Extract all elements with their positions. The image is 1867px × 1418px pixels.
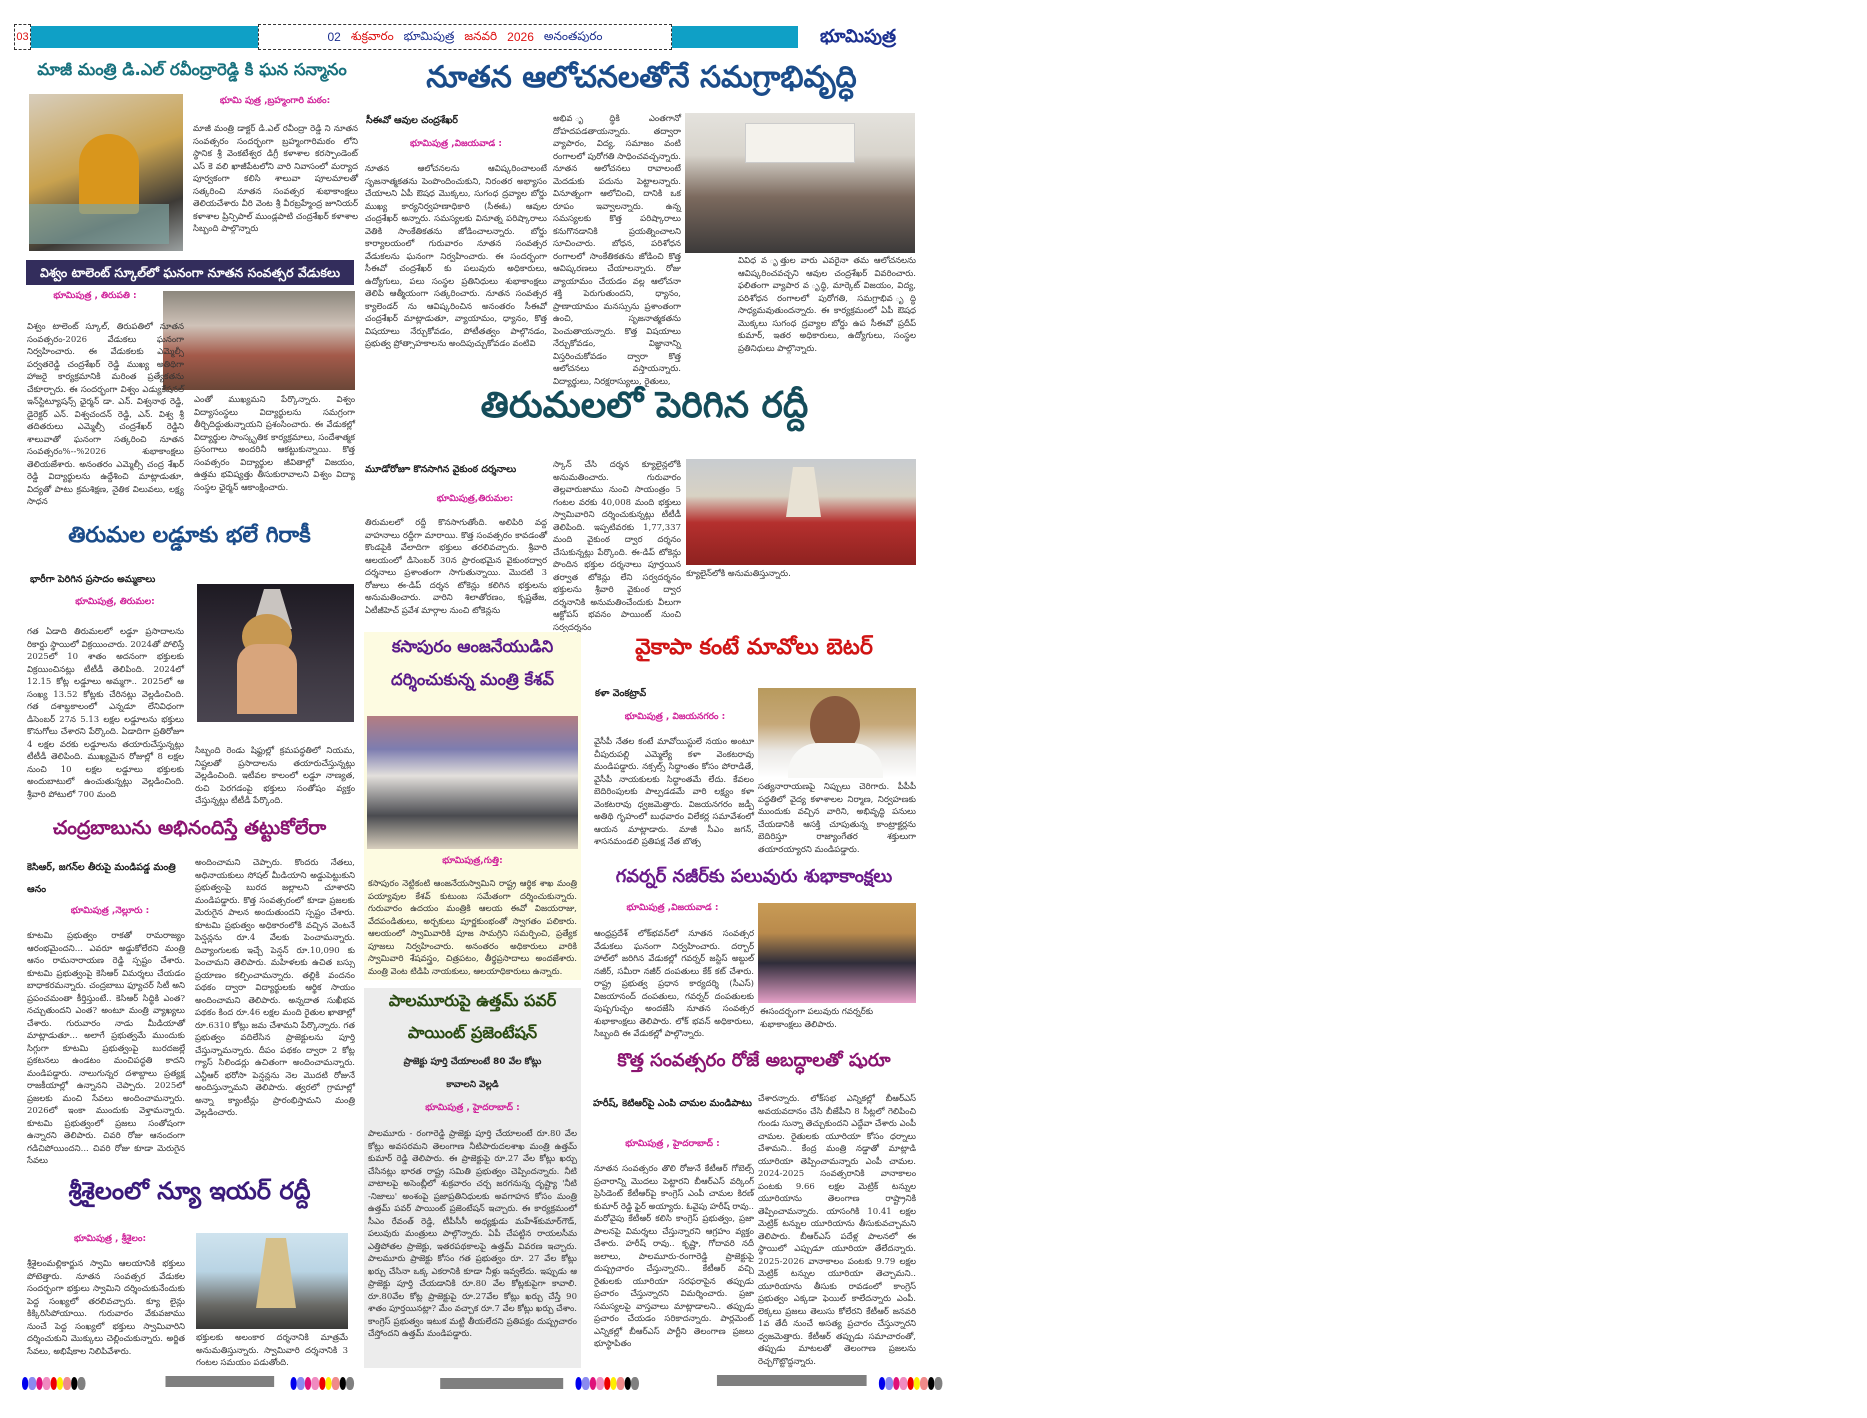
footer-dot (631, 1377, 638, 1390)
footer-dot (64, 1377, 71, 1390)
srisailam-photo (196, 1233, 348, 1329)
footer-dot (325, 1377, 332, 1390)
vishwam-byline: భూమిపుత్ర , తిరుపతి : (53, 291, 137, 301)
ravindra-headline: మాజీ మంత్రి డి.ఎల్ రవీంద్రారెడ్డి కి ఘన సన్మానం (37, 60, 347, 79)
tirumala-rush-headline: తిరుమలలో పెరిగిన రద్దీ (480, 385, 809, 426)
footer-dot (907, 1377, 914, 1390)
chandrababu-body-left: కూటమి ప్రభుత్వం రాకతో రామరాజ్యం ఆరంభమైందని... ఎవరూ అడ్డుకోలేరని మంత్రి ఆనం రామనారాయణ రెడ్డి స్పష్టం చేశారు. కూటమి ప్రభుత్వంపై కెసిఆర్ విమర్శలు చేయడం బాధాకరమన్నారు. చంద్రబాబు ఫ్యూచర్ సిటీ అని ప్రపంచమంతా కీర్తిస్తుంటే.. కెసిఆర్ సిద్ధికి ఎంత? నచ్చుతుందని ఎంత? అంటూ మంత్రి వ్యాఖ్యలు చేశారు. గురువారం నాడు మీడియాతో మాట్లాడుతూ... అలాగే ప్రభుత్వమే ముందుకు సిగ్గుగా కూటమి ప్రభుత్వంపై బురదజల్లే ప్రకటనలు ఉండటం మంచిపద్ధతి కాదని మండిపడ్డారు. నాలుగున్నర దశాబ్దాలు ప్రత్యక్ష రాజకీయాల్లో ఉన్నానని చెప్పారు. 2025లో ప్రజలకు మంచి సేవలు అందించామన్నారు. 2026లో ఇంకా ముందుకు వెళ్తామన్నారు. కూటమి ప్రభుత్వంలో ప్రజలు సంతోషంగా ఉన్నారని తెలిపారు. చివరి రోజు ఆనందంగా గడిచిపోయిందని... చివరి రోజు కూడా మెరుగైన సేవలు (27, 931, 185, 1166)
samagra-body-mid: అభివ ృద్ధికి ఎంతగానో దోహదపడతాయన్నారు. తద్వారా వ్యాపారం, విద్య, సమాజం వంటి రంగాలలో పురోగతి సాధించవచ్చన్నారు. నూతన ఆలోచనలు రావాలంటే మెదడుకు పదును పెట్టాలన్నారు. వినూత్నంగా ఆలోచించి, దానికి ఒక రూపం ఇవ్వాలన్నారు. ఉన్న సమస్యలకు కొత్త పరిష్కారాలు కనుగొనడానికి ప్రయత్నించాలని సూచించారు. బోధన, పరిశోధన రంగాలలో సాంకేతికతను జోడించి కొత్త ఆవిష్కరణలు చేయాలన్నారు. రోజు వ్యాయామం చేయడం వల్ల ఆలోచనా శక్తి పెరుగుతుందని, ధ్యానం, ప్రాణాయామం మనస్సును ప్రశాంతంగా ఉంచి, సృజనాత్మకతను పెంచుతాయన్నారు. కొత్త విషయాలు నేర్చుకోవడం, విజ్ఞానాన్ని విస్తరించుకోవడం ద్వారా కొత్త ఆలోచనలు వస్తాయన్నారు. విద్యార్థులు, నిరక్షరాస్యులు, రైతులు, (553, 114, 682, 387)
vishwam-body-right: ఎంతో ముఖ్యమని పేర్కొన్నారు. విశ్వం విద్యాసంస్థలు విద్యార్థులను సమగ్రంగా తీర్చిదిద్దుతున్నాయని ప్రశంసించారు. ఈ వేడుకల్లో విద్యార్థుల సాంస్కృతిక కార్యక్రమాలు, సందేశాత్మక ప్రసంగాలు అందరినీ ఆకట్టుకున్నాయి. కొత్త సంవత్సరం విద్యార్థుల జీవితాల్లో విజయం, ఉత్తమ భవిష్యత్తు తీసుకురావాలని విశ్వం విద్యా సంస్థల ఛైర్మన్ ఆకాంక్షించారు. (194, 395, 355, 493)
tirumala-rush-photo (686, 459, 916, 565)
kotha-body-left: నూతన సంవత్సరం తొలి రోజునే కేటీఆర్ గోబెల్స్ ప్రచారాన్ని మొదలు పెట్టారని బీఆర్ఎస్ వర్కింగ్ ప్రెసిడెంట్ కేటీఆర్‌పై కాంగ్రెస్ ఎంపీ చామల కిరణ్ కుమార్ రెడ్డి ఫైర్ అయ్యారు. ఓవైపు హరీష్ రావు.. మరోవైపు కేటీఆర్ కలిసి కాంగ్రెస్ ప్రభుత్వం, ప్రజా పాలనపై విమర్శలు చేస్తున్నారని ఆగ్రహం వ్యక్తం చేశారు. హరీష్ రావు.. కృష్ణా, గోదావరి నదీ జలాలు, పాలమూరు-రంగారెడ్డి ప్రాజెక్టుపై దుష్ప్రచారం చేస్తున్నారని.. కేటీఆర్ వచ్చి రైతులకు యూరియా సరఫరాపైన తప్పుడు ప్రచారం చేస్తున్నారని విమర్శించారు. ప్రజా సమస్యలపై వాస్తవాలు మాట్లాడాలని.. తప్పుడు ప్రచారం చేయడం సరికాదన్నారు. పార్లమెంట్ ఎన్నికల్లో బీఆర్ఎస్ పార్టీని తెలంగాణ ప్రజలు భూస్థాపితం (594, 1164, 755, 1349)
kotha-byline: భూమిపుత్ర , హైదరాబాద్ : (625, 1139, 720, 1149)
dot-group-4 (879, 1377, 942, 1390)
palamuru-body: పాలమూరు - రంగారెడ్డి ప్రాజెక్టు పూర్తి చేయాలంటే రూ.80 వేల కోట్లు అవసరమని తెలంగాణ నీటిపారుదలశాఖ మంత్రి ఉత్తమ్ కుమార్ రెడ్డి తెలిపారు. ఈ ప్రాజెక్టుపై రూ.27 వేల కోట్లు ఖర్చు చేసినట్లు భారత రాష్ట్ర సమితి ప్రభుత్వం చెప్పిందన్నారు. నీటి వాటాలపై అసెంబ్లీలో శుక్రవారం చర్చ జరగనున్న దృష్ట్యా 'నీటి -నిజాలు' అంశంపై ప్రజాప్రతినిధులకు అవగాహన కోసం మంత్రి ఉత్తమ్ పవర్ పాయింట్ ప్రజెంటేషన్ ఇచ్చారు. ఈ కార్యక్రమంలో సీఎం రేవంత్ రెడ్డి, టీపీసీసీ అధ్యక్షుడు మహేశ్‌కుమార్‌గౌడ్, పలువురు మంత్రులు పాల్గొన్నారు. ఏపీ చేపట్టిన రాయలసీమ ఎత్తిపోతల ప్రాజెక్టు, ఇతరపథకాలపై ఉత్తమ్ వివరణ ఇచ్చారు. పాలమూరు ప్రాజెక్టు కోసం గత ప్రభుత్వం రూ. 27 వేల కోట్లు ఖర్చు చేసినా ఒక్క ఎకరానికి కూడా నీళ్లు ఇవ్వలేదు. ఇప్పుడు ఆ ప్రాజెక్టు పూర్తి చేయడానికి రూ.80 వేల కోట్లకుపైగా కావాలి. రూ.80వేల కోట్ల ప్రాజెక్టుపై రూ.27వేల కోట్లు ఖర్చు చేస్తే 90 శాతం పూర్తయినట్లా? మేం వచ్చాక రూ.7 వేల కోట్లు ఖర్చు చేశాం. కాంగ్రెస్ ప్రభుత్వం ఇటుక మట్టి తీయలేదని ప్రతిపక్షం దుష్ప్రచారం చేస్తోందని ఉత్తమ్ మండిపడ్డారు. (368, 1129, 577, 1339)
dateline (258, 24, 672, 50)
weekday: శుక్రవారం (350, 28, 394, 43)
palamuru-byline: భూమిపుత్ర , హైదరాబాద్ : (425, 1103, 520, 1113)
srisailam-headline: శ్రీశైలంలో న్యూ ఇయర్ రద్దీ (68, 1177, 311, 1205)
kasapuram-headline-2: దర్శించుకున్న మంత్రి కేశవ్ (391, 670, 554, 689)
srisailam-body-right: భక్తులకు అలంకార దర్శనానికి మాత్రమే అనుమతిస్తున్నారు. స్వామివారి దర్శనానికి 3 గంటల సమయం పడుతోంది. (196, 1333, 348, 1368)
footer-dot (298, 1377, 305, 1390)
footer-dot (311, 1377, 318, 1390)
chandrababu-headline: చంద్రబాబును అభినందిస్తే తట్టుకోలేరా (52, 817, 327, 839)
footer-dot (318, 1377, 325, 1390)
newspaper-logo (798, 26, 918, 50)
srisailam-byline: భూమిపుత్ర , శ్రీశైలం: (73, 1234, 147, 1244)
palamuru-headline-2: పాయింట్ ప్రజెంటేషన్ (407, 1023, 538, 1042)
footer-dot (596, 1377, 603, 1390)
vishwam-photo (163, 291, 355, 390)
footer-dot (582, 1377, 589, 1390)
footer-decoration (22, 1376, 1867, 1392)
footer-dot (22, 1377, 29, 1390)
laddu-subhead: భారీగా పెరిగిన ప్రసాదం అమ్మకాలు (30, 574, 156, 585)
kotha-subhead: హరీష్, కెటిఆర్‌పై ఎంపి చామల మండిపాటు (593, 1098, 752, 1109)
samagra-photo (685, 113, 915, 253)
footer-dot (893, 1377, 900, 1390)
logo-text: భూమిపుత్ర (820, 26, 896, 47)
footer-dot (935, 1377, 942, 1390)
governor-caption: ఈసందర్భంగా పలువురు గవర్నర్‌కు శుభాకాంక్షలు తెలిపారు. (760, 1007, 874, 1030)
footer-bar-2 (440, 1378, 563, 1389)
vaikapa-byline: భూమిపుత్ర , విజయనగరం : (624, 712, 726, 722)
laddu-headline: తిరుమల లడ్డూకు భలే గిరాకీ (68, 523, 311, 548)
footer-dot (900, 1377, 907, 1390)
footer-dot (332, 1377, 339, 1390)
tirumala-rush-subhead: మూడోరోజూ కొనసాగిన వైకుంఠ దర్శనాలు (365, 464, 517, 475)
samagra-headline: నూతన ఆలోచనలతోనే సమగ్రాభివృద్ధి (426, 60, 857, 95)
ravindra-photo (29, 94, 183, 251)
kasapuram-photo (367, 716, 578, 849)
chandrababu-subhead: కెసిఆర్, జగన్‌ల తీరుపై మండిపడ్డ మంత్రి ఆనం (27, 862, 176, 895)
kotha-body-right: చేశారన్నారు. లోక్‌సభ ఎన్నికల్లో బీఆర్ఎస్ అవయవదానం చేసి బీజేపీని 8 సీట్లలో గెలిపించి గుండు సున్నా తెచ్చుకుందని ఎద్దేవా చేశారు ఎంపీ చామల. రైతులకు యూరియా కోసం ధర్నాలు చేశామని.. కేంద్ర మంత్రి నడ్డాతో మాట్లాడి యూరియా తెప్పించామన్నారు ఎంపీ చామల. 2024-2025 సంవత్సరానికి వానాకాలం పంటకు 9.66 లక్షల మెట్రిక్ టన్నుల యూరియాను తెలంగాణ రాష్ట్రానికి తెప్పించామన్నారు. యాసంగికి 10.41 లక్షల మెట్రిక్ టన్నుల యూరియాను తీసుకువచ్చామని తెలిపారు. బీఆర్ఎస్ పదేళ్ల పాలనలో ఈ స్థాయిలో ఎప్పుడూ యూరియా తేలేదన్నారు. 2025-2026 వానాకాలం పంటకు 9.79 లక్షల మెట్రిక్ టన్నుల యూరియా తెచ్చామని.. యూరియాను తీసుకు రావడంలో కాంగ్రెస్ ప్రభుత్వం ఎక్కడా ఫెయిల్ కాలేదన్నారు ఎంపీ. లెక్కలు ప్రజలు తెలుసు కోలేరని కేటీఆర్ జనవరి 1వ తేదీ నుంచే అసత్య ప్రచారం చేస్తున్నారని ధ్వజమెత్తారు. కేటీఆర్ తప్పుడు సమాచారంతో, తప్పుడు మాటలతో తెలంగాణ ప్రజలను రెచ్చగొట్టొద్దన్నారు. (758, 1094, 916, 1367)
footer-dot (291, 1377, 298, 1390)
footer-dot (921, 1377, 928, 1390)
year: 2026 (507, 30, 534, 44)
footer-bar-1 (166, 1376, 275, 1387)
laddu-body-right: సిబ్బంది రెండు షిఫ్టుల్లో క్రమపద్ధతిలో నియమ, నిష్టలతో ప్రసాదాలను తయారుచేస్తున్నట్లు వెల్లడించింది. ఇటీవల కాలంలో లడ్డూ నాణ్యత, రుచి పెరగడంపై భక్తులు సంతోషం వ్యక్తం చేస్తున్నట్లు టీటీడీ పేర్కొంది. (195, 746, 355, 806)
tirumala-rush-byline: భూమిపుత్ర,తిరుమల: (436, 494, 514, 504)
samagra-body-left: నూతన ఆలోచనలను ఆవిష్కరించాలంటే సృజనాత్మకతను పెంపొందించుకుని, నిరంతర అభ్యాసం చేయాలని ఏపీ ఔషధ మొక్కలు, సుగంధ ద్రవ్యాల బోర్డు ముఖ్య కార్యనిర్వహణాధికారి (సీఈఓ) ఆవుల చంద్రశేఖర్ అన్నారు. సమస్యలకు వినూత్న పరిష్కారాలు వెతికి సాంకేతికతను జోడించాలన్నారు. బోర్డు కార్యాలయంలో గురువారం నూతన సంవత్సర వేడుకలను ఘనంగా నిర్వహించారు. ఈ సందర్భంగా సీఈవో చంద్రశేఖర్ కు పలువురు అధికారులు, ఉద్యోగులు, పలు సంస్థల ప్రతినిధులు శుభాకాంక్షలు తెలిపి ఆత్మీయంగా సత్కరించారు. నూతన సంవత్సర క్యాలెండర్ ను ఆవిష్కరించిన అనంతరం సీఈవో చంద్రశేఖర్ మాట్లాడుతూ, వ్యాయామం, ధ్యానం, కొత్త విషయాలు నేర్చుకోవడం, పోటీతత్వం పాల్గొనడం, ప్రభుత్వ ప్రోత్సాహకాలను అందిపుచ్చుకోవడం వంటివి (365, 164, 547, 349)
palamuru-subhead-1: ప్రాజెక్టు పూర్తి చేయాలంటే 80 వేల కోట్లు (403, 1057, 542, 1067)
palamuru-subhead-2: కావాలని వెల్లడి (446, 1080, 499, 1090)
chandrababu-byline: భూమిపుత్ర ,నెల్లూరు : (70, 906, 150, 916)
footer-dot (603, 1377, 610, 1390)
samagra-byline: భూమిపుత్ర ,విజయవాడ : (410, 139, 502, 149)
footer-dot (36, 1377, 43, 1390)
dot-group-3 (576, 1377, 639, 1390)
footer-dot (576, 1377, 583, 1390)
governor-byline: భూమిపుత్ర ,విజయవాడ : (626, 903, 719, 913)
paper-name: భూమిపుత్ర (403, 28, 455, 43)
dot-group-1 (22, 1377, 85, 1390)
samagra-subhead: సీఈవో ఆవుల చంద్రశేఖర్ (366, 115, 458, 126)
tirumala-rush-caption: క్యూలైన్‌లోకి అనుమతిస్తున్నారు. (686, 569, 791, 579)
footer-dot (78, 1377, 85, 1390)
vaikapa-subhead: కళా వెంకట్రావ్ (595, 688, 647, 699)
footer-dot (589, 1377, 596, 1390)
footer-dot (617, 1377, 624, 1390)
vishwam-body-left: విశ్వం టాలెంట్ స్కూల్, తిరుపతిలో నూతన సంవత్సరం-2026 వేడుకలు ఘనంగా నిర్వహించారు. ఈ వేడుకలకు ఎమ్మెల్సీ పర్వతరెడ్డి చంద్రశేఖర్ రెడ్డి ముఖ్య అతిథిగా హాజరై కార్యక్రమానికి మరింత ప్రత్యేకతను చేకూర్చారు. ఈ సందర్భంగా విశ్వం ఎడ్యుకేషనల్ ఇన్‌స్టిట్యూషన్స్ ఛైర్మన్ డా. ఎన్. విశ్వనాథ రెడ్డి, డైరెక్టర్ ఎన్. విశ్వచందన్ రెడ్డి, ఎన్. విశ్వ శ్రీ తదితరులు ఎమ్మెల్సీ చంద్రశేఖర్ రెడ్డిని శాలువాతో ఘనంగా సత్కరించి నూతన సంవత్సరం%--%2026 శుభాకాంక్షలు తెలియజేశారు. అనంతరం ఎమ్మెల్సీ చంద్ర శేఖర్ రెడ్డి విద్యార్థులను ఉద్దేశించి మాట్లాడుతూ, విద్యతో పాటు క్రమశిక్షణ, నైతిక విలువలు, లక్ష్య సాధన (27, 322, 184, 507)
footer-dot (43, 1377, 50, 1390)
governor-photo (758, 903, 916, 1003)
palamuru-headline-1: పాలమూరుపై ఉత్తమ్ పవర్ (388, 991, 557, 1010)
srisailam-body-left: శ్రీశైలంమల్లికార్జున స్వామి ఆలయానికి భక్తులు పోటెత్తారు. నూతన సంవత్సర వేడుకల సందర్భంగా భక్తులు స్వామిని దర్శించుకునేందుకు పెద్ద సంఖ్యలో తరలివచ్చారు. క్యూ లైన్లు కిక్కిరిసిపోయాయి. గురువారం వేకువజాము నుంచే పెద్ద సంఖ్యలో భక్తులు స్వామివారిని దర్శించుకుని మొక్కులు చెల్లించుకున్నారు. అర్జిత సేవలు, అభిషేకాల నిలిపివేశారు. (27, 1259, 185, 1357)
footer-dot (339, 1377, 346, 1390)
kasapuram-body: కసాపురం నెట్టికంటి ఆంజనేయస్వామిని రాష్ట్ర ఆర్థిక శాఖ మంత్రి పయ్యావుల కేశవ్ కుటుంబ సమేతంగా దర్శించుకున్నారు. గురువారం ఉదయం మంత్రికి ఆలయ ఈవో విజయరాజు, వేదపండితులు, అర్చకులు పూర్ణకుంభంతో స్వాగతం పలికారు. ఆలయంలో స్వామివారికి పూజ సామగ్రిని సమర్పించి, ప్రత్యేక పూజలు నిర్వహించారు. అనంతరం అధికారులు వారికి స్వామివారి శేషవస్త్రం, చిత్రపటం, తీర్థప్రసాదాలు అందజేశారు. మంత్రి వెంట టిడిపి నాయకులు, ఆలయాధికారులు ఉన్నారు. (368, 879, 577, 977)
page-number: 03 (14, 24, 31, 50)
ravindra-byline: భూమి పుత్ర ,బ్రహ్మంగారి మఠం: (219, 96, 331, 106)
samagra-body-right: వివిధ వ ృత్తుల వారు ఎవరైనా తమ ఆలోచనలను ఆవిష్కరించవచ్చని ఆవుల చంద్రశేఖర్ వివరించారు. ఫలితంగా వ్యాపార వ ృద్ధి, మార్కెట్ విజయం, విద్య, పరిశోధన రంగాలలో పురోగతి, సమగ్రాభివ ృద్ధి సాధ్యమవుతుందన్నారు. ఈ కార్యక్రమంలో ఏపీ ఔషధ మొక్కలు సుగంధ ద్రవ్యాల బోర్డు ఉప సీఈవో ప్రదీప్ కుమార్, ఇతర అధికారులు, ఉద్యోగులు, సంస్థల ప్రతినిధులు పాల్గొన్నారు. (738, 256, 916, 354)
month: జనవరి (464, 28, 498, 43)
laddu-body-left: గత ఏడాది తిరుమలలో లడ్డూ ప్రసాదాలను రికార్డు స్థాయిలో విక్రయించారు. 2024తో పోలిస్తే 2025లో 10 శాతం అదనంగా భక్తులకు విక్రయించినట్లు టీటీడీ తెలిపింది. 2024లో 12.15 కోట్ల లడ్డూలు అమ్మగా.. 2025లో ఆ సంఖ్య 13.52 కోట్లకు చేరినట్లు వెల్లడించింది. గత దశాబ్దకాలంలో ఎన్నడూ లేనివిధంగా డిసెంబర్ 27న 5.13 లక్షల లడ్డూలను భక్తులు కొనుగోలు చేశారని పేర్కొంది. ఏడాదిగా ప్రతిరోజూ 4 లక్షల వరకు లడ్డూలను తయారుచేస్తున్నట్లు టీటీడీ తెలిపింది. ముఖ్యమైన రోజుల్లో 8 లక్షల నుంచి 10 లక్షల లడ్డూలు భక్తులకు అందుబాటులో ఉంచుతున్నట్లు వెల్లడించింది. శ్రీవారి పోటులో 700 మంది (27, 627, 184, 800)
governor-body: ఆంధ్రప్రదేశ్ లోక్‌భవన్‌లో నూతన సంవత్సర వేడుకలు ఘనంగా నిర్వహించారు. దర్బార్ హాల్‌లో జరిగిన వేడుకల్లో గవర్నర్ జస్టిస్ అబ్దుల్ నజీర్, సమీరా నజీర్ దంపతులు కేక్ కట్ చేశారు. రాష్ట్ర ప్రభుత్వ ప్రధాన కార్యదర్శి (సీఎస్) విజయానంద్ దంపతులు, గవర్నర్ దంపతులకు పుష్పగుచ్ఛం అందజేసి నూతన సంవత్సర శుభాకాంక్షలు తెలిపారు. లోక్ భవన్ అధికారులు, సిబ్బంది ఈ వేడుకల్లో పాల్గొన్నారు. (594, 929, 754, 1039)
kotha-headline: కొత్త సంవత్సరం రోజే అబద్ధాలతో షురూ (617, 1050, 891, 1071)
kasapuram-headline-1: కసాపురం ఆంజనేయుడిని (391, 637, 554, 656)
laddu-byline: భూమిపుత్ర, తిరుమల: (75, 597, 155, 607)
footer-dot (57, 1377, 64, 1390)
footer-dot (71, 1377, 78, 1390)
chandrababu-body-right: అందించామని చెప్పారు. కొందరు నేతలు, అధినాయకులు సోషల్ మీడియాని అడ్డుపెట్టుకుని ప్రభుత్వంపై బురద జల్లాలని చూశారని మండిపడ్డారు. కొత్త సంవత్సరంలో కూడా ప్రజలకు మెరుగైన పాలన అందుతుందని స్పష్టం చేశారు. కూటమి ప్రభుత్వం అధికారంలోకి వచ్చిన వెంటనే పెన్షన్లను రూ.4 వేలకు పెంచామన్నారు. దివ్యాంగులకు ఇచ్చే పెన్షన్ రూ.10,090 కు పెంచామని తెలిపారు. మహిళలకు ఉచిత బస్సు ప్రయాణం కల్పించామన్నారు. తల్లికి వందనం పథకం ద్వారా విద్యార్థులకు ఆర్థిక సాయం అందించామని తెలిపారు. అన్నదాత సుఖీభవ పథకం కింద రూ.46 లక్షల మంది రైతుల ఖాతాల్లో రూ.6310 కోట్లు జమ చేశామని పేర్కొన్నారు. గత ప్రభుత్వం వదిలేసిన ప్రాజెక్టులను పూర్తి చేస్తున్నామన్నారు. దీపం పథకం ద్వారా 2 కోట్ల గ్యాస్ సిలిండర్లు ఉచితంగా అందించామన్నారు. ఎన్టీఆర్ భరోసా పెన్షన్లను నెల మొదటి రోజునే అందిస్తున్నామని తెలిపారు. త్వరలో గ్రామాల్లో అన్నా క్యాంటీన్లు ప్రారంభిస్తామని మంత్రి వెల్లడించారు. (195, 858, 355, 1118)
kasapuram-byline: భూమిపుత్ర,గుత్తి: (442, 856, 503, 866)
footer-dot (624, 1377, 631, 1390)
footer-dot (928, 1377, 935, 1390)
dot-group-2 (291, 1377, 354, 1390)
footer-dot (29, 1377, 36, 1390)
vaikapa-body-right: సత్యనారాయణపై నిప్పులు చెరిగారు. పీపీపీ పద్ధతిలో వైద్య కళాశాలల నిర్మాణ, నిర్వహణకు ముందుకు వచ్చిన వారిని, అభివృద్ధి పనులు చేయడానికి ఆసక్తి చూపుతున్న కాంట్రాక్టర్లను బెదిరిస్తూ రాజ్యాంగేతర శక్తులుగా తయారయ్యారని మండిపడ్డారు. (758, 782, 916, 855)
vaikapa-headline: వైకాపా కంటే మావోలు బెటర్ (635, 635, 873, 660)
footer-dot (50, 1377, 57, 1390)
date-day: 02 (327, 30, 341, 44)
footer-dot (879, 1377, 886, 1390)
edition: అనంతపురం (543, 28, 603, 43)
footer-bar-3 (717, 1375, 867, 1386)
footer-dot (610, 1377, 617, 1390)
footer-dot (346, 1377, 353, 1390)
vaikapa-photo (758, 688, 916, 778)
vishwam-headline: విశ్వం టాలెంట్ స్కూల్‌లో ఘనంగా నూతన సంవత్సర వేడుకలు (26, 260, 354, 285)
ravindra-body: మాజీ మంత్రి డాక్టర్ డి.ఎల్ రవీంద్రా రెడ్డి ని నూతన సంవత్సరం సందర్భంగా బ్రహ్మంగారిమఠం లోని స్థానిక శ్రీ వెంకటేశ్వర డిగ్రీ కళాశాల కరస్పాండెంట్ ఎస్ కె వలి ఖాజీపేటలోని వారి నివాసంలో మర్యాద పూర్వకంగా కలిసి శాలువా పూలమాలతో సత్కరించి నూతన సంవత్సర శుభాకాంక్షలు తెలియచేశారు వీరి వెంట శ్రీ వీరబ్రహ్మేంద్ర జూనియర్ కళాశాల ప్రిన్సిపాల్ ముండ్లపాటి చంద్రశేఖర్ కళాశాల సిబ్బంది పాల్గొన్నారు (193, 124, 358, 234)
footer-dot (914, 1377, 921, 1390)
footer-dot (886, 1377, 893, 1390)
footer-dot (304, 1377, 311, 1390)
laddu-photo (197, 584, 354, 722)
vaikapa-body-left: వైసీపీ నేతల కంటే మావోయిస్టులే నయం అంటూ చీపురుపల్లి ఎమ్మెల్యే కళా వెంకటరావు మండిపడ్డారు. నక్సల్స్ సిద్ధాంతం కోసం పోరాడితే, వైసీపీ నాయకులకు సిద్ధాంతమే లేదు. కేవలం బెదిరింపులకు పాల్పడడమే వారి లక్ష్యం కళా వెంకటరావు ధ్వజమెత్తారు. విజయనగరం జడ్పీ అతిథి గృహంలో బుధవారం విలేకర్ల సమావేశంలో ఆయన మాట్లాడారు. మాజీ సీఎం జగన్, శాసనమండలి ప్రతిపక్ష నేత బొత్స (594, 737, 754, 847)
tirumala-rush-body-right: స్కాన్ చేసి దర్శన క్యూలైన్లలోకి అనుమతించారు. గురువారం తెల్లవారుజాము నుంచి సాయంత్రం 5 గంటల వరకు 40,008 మంది భక్తులు స్వామివారిని దర్శించుకున్నట్లు టీటీడీ తెలిపింది. ఇప్పటివరకు 1,77,337 మంది వైకుంఠ ద్వార దర్శనం చేసుకున్నట్లు పేర్కొంది. ఈ-డిప్ టోకెన్లు పొందిన భక్తుల దర్శనాలు పూర్తయిన తర్వాత టోకెన్లు లేని సర్వదర్శనం భక్తులను శ్రీవారి వైకుంఠ ద్వార దర్శనానికి అనుమతించేందుకు వీలుగా ఆక్టోపస్ భవనం పాయింట్ నుంచి సర్వదర్శనం (553, 460, 681, 633)
tirumala-rush-body-left: తిరుమలలో రద్దీ కొనసాగుతోంది. అలిపిరి వద్ద వాహనాలు రద్దీగా మారాయి. కొత్త సంవత్సరం కావడంతో కొండపైకి వేలాదిగా భక్తులు తరలివచ్చారు. శ్రీవారి ఆలయంలో డిసెంబర్ 30న ప్రారంభమైన వైకుంఠద్వార దర్శనాలు ప్రశాంతంగా సాగుతున్నాయి. మొదటి 3 రోజులు ఈ-డిప్ దర్శన టోకెన్లు కలిగిన భక్తులను అనుమతించారు. వారిని శిలాతోరణం, కృష్ణతేజ, ఏటీజీహెచ్ ప్రవేశ మార్గాల నుంచి టోకెన్లను (365, 518, 547, 616)
governor-headline: గవర్నర్ నజీర్‌కు పలువురు శుభాకాంక్షలు (615, 866, 893, 887)
